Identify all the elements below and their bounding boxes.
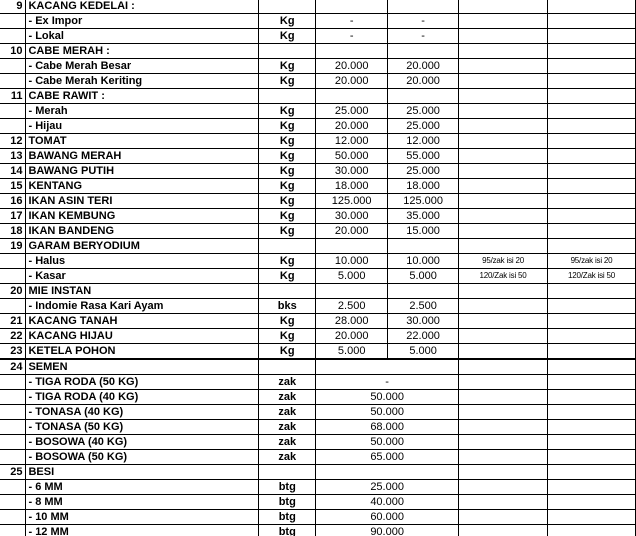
table-row (0, 209, 636, 224)
table-row (0, 525, 636, 536)
unit-cell[interactable]: zak (259, 390, 316, 405)
item-number-cell[interactable] (0, 450, 26, 465)
table-row (0, 435, 636, 450)
item-number-cell[interactable] (0, 59, 26, 74)
price-cell[interactable]: 50.000 (316, 405, 459, 420)
price-cell-1[interactable]: 20.000 (316, 224, 388, 239)
note-cell-1[interactable] (459, 14, 548, 29)
price-cell-2[interactable]: 125.000 (388, 194, 459, 209)
unit-cell[interactable]: Kg (259, 164, 316, 179)
price-cell-1[interactable]: 20.000 (316, 119, 388, 134)
note-cell-2[interactable]: 95/zak isi 20 (548, 254, 636, 269)
price-cell-2[interactable] (388, 284, 459, 299)
price-cell-2[interactable]: 22.000 (388, 329, 459, 344)
table-row (0, 329, 636, 344)
item-name-cell[interactable]: IKAN BANDENG (26, 224, 259, 239)
item-number-cell[interactable]: 23 (0, 344, 26, 360)
price-cell-2[interactable]: 10.000 (388, 254, 459, 269)
price-cell-2[interactable]: 2.500 (388, 299, 459, 314)
note-cell-1[interactable] (459, 390, 548, 405)
unit-cell[interactable] (259, 465, 316, 480)
item-number-cell[interactable] (0, 254, 26, 269)
note-cell-2[interactable] (548, 239, 636, 254)
price-cell-2[interactable]: - (388, 14, 459, 29)
item-number-cell[interactable] (0, 480, 26, 495)
item-name-cell[interactable]: - Ex Impor (26, 14, 259, 29)
table-row (0, 420, 636, 435)
item-name-cell[interactable]: - Indomie Rasa Kari Ayam (26, 299, 259, 314)
price-cell-2[interactable]: - (388, 29, 459, 44)
note-cell-2[interactable] (548, 344, 636, 360)
item-name-cell[interactable]: - TONASA (40 KG) (26, 405, 259, 420)
item-number-cell[interactable]: 21 (0, 314, 26, 329)
price-cell-1[interactable]: 12.000 (316, 134, 388, 149)
table-row (0, 194, 636, 209)
note-cell-1[interactable] (459, 149, 548, 164)
unit-cell[interactable]: Kg (259, 194, 316, 209)
note-cell-1[interactable] (459, 329, 548, 344)
price-cell[interactable]: 40.000 (316, 495, 459, 510)
item-number-cell[interactable]: 10 (0, 44, 26, 59)
unit-cell[interactable]: Kg (259, 104, 316, 119)
price-cell-2[interactable]: 5.000 (388, 344, 459, 360)
table-row (0, 14, 636, 29)
price-cell[interactable] (316, 465, 459, 480)
price-cell[interactable]: 50.000 (316, 435, 459, 450)
price-cell-1[interactable]: 25.000 (316, 104, 388, 119)
item-number-cell[interactable]: 24 (0, 359, 26, 375)
item-number-cell[interactable] (0, 74, 26, 89)
item-name-cell[interactable]: MIE INSTAN (26, 284, 259, 299)
item-number-cell[interactable] (0, 375, 26, 390)
note-cell-2[interactable] (548, 194, 636, 209)
note-cell-1[interactable] (459, 405, 548, 420)
unit-cell[interactable]: Kg (259, 269, 316, 284)
unit-cell[interactable]: Kg (259, 119, 316, 134)
price-cell-1[interactable]: 18.000 (316, 179, 388, 194)
table-row (0, 74, 636, 89)
unit-cell[interactable]: Kg (259, 224, 316, 239)
price-cell-2[interactable]: 35.000 (388, 209, 459, 224)
item-name-cell[interactable]: IKAN ASIN TERI (26, 194, 259, 209)
note-cell-1[interactable] (459, 29, 548, 44)
unit-cell[interactable] (259, 284, 316, 299)
item-name-cell[interactable]: BAWANG PUTIH (26, 164, 259, 179)
item-name-cell[interactable]: - BOSOWA (50 KG) (26, 450, 259, 465)
note-cell-1[interactable] (459, 435, 548, 450)
price-cell-2[interactable]: 25.000 (388, 119, 459, 134)
price-cell[interactable]: 65.000 (316, 450, 459, 465)
item-number-cell[interactable]: 9 (0, 0, 26, 14)
item-name-cell[interactable]: SEMEN (26, 359, 259, 375)
table-row (0, 224, 636, 239)
note-cell-1[interactable] (459, 239, 548, 254)
unit-cell[interactable]: btg (259, 510, 316, 525)
table-row (0, 134, 636, 149)
price-cell-1[interactable]: - (316, 14, 388, 29)
note-cell-1[interactable] (459, 525, 548, 536)
item-name-cell[interactable]: - TONASA (50 KG) (26, 420, 259, 435)
item-number-cell[interactable] (0, 14, 26, 29)
unit-cell[interactable]: zak (259, 435, 316, 450)
item-number-cell[interactable] (0, 495, 26, 510)
note-cell-2[interactable] (548, 465, 636, 480)
note-cell-2[interactable] (548, 0, 636, 14)
table-row (0, 164, 636, 179)
note-cell-2[interactable] (548, 74, 636, 89)
item-name-cell[interactable]: - TIGA RODA (40 KG) (26, 390, 259, 405)
note-cell-2[interactable] (548, 149, 636, 164)
price-cell-1[interactable]: 5.000 (316, 344, 388, 360)
price-cell-1[interactable]: 30.000 (316, 209, 388, 224)
note-cell-1[interactable] (459, 134, 548, 149)
unit-cell[interactable]: Kg (259, 59, 316, 74)
unit-cell[interactable]: zak (259, 405, 316, 420)
unit-cell[interactable]: zak (259, 420, 316, 435)
item-name-cell[interactable]: KACANG KEDELAI : (26, 0, 259, 14)
unit-cell[interactable]: bks (259, 299, 316, 314)
note-cell-2[interactable] (548, 59, 636, 74)
item-number-cell[interactable]: 17 (0, 209, 26, 224)
item-name-cell[interactable]: - Cabe Merah Keriting (26, 74, 259, 89)
note-cell-2[interactable] (548, 495, 636, 510)
item-name-cell[interactable]: TOMAT (26, 134, 259, 149)
item-number-cell[interactable] (0, 435, 26, 450)
table-row (0, 375, 636, 390)
table-row (0, 405, 636, 420)
item-number-cell[interactable] (0, 510, 26, 525)
note-cell-1[interactable] (459, 104, 548, 119)
table-row (0, 149, 636, 164)
note-cell-2[interactable] (548, 375, 636, 390)
price-cell-1[interactable] (316, 44, 388, 59)
note-cell-2[interactable] (548, 390, 636, 405)
item-number-cell[interactable] (0, 119, 26, 134)
item-name-cell[interactable]: - Halus (26, 254, 259, 269)
item-number-cell[interactable]: 25 (0, 465, 26, 480)
price-cell-2[interactable]: 20.000 (388, 74, 459, 89)
note-cell-2[interactable] (548, 224, 636, 239)
table-row (0, 390, 636, 405)
note-cell-2[interactable] (548, 450, 636, 465)
price-cell-2[interactable]: 18.000 (388, 179, 459, 194)
item-number-cell[interactable]: 18 (0, 224, 26, 239)
price-cell-2[interactable] (388, 89, 459, 104)
table-row (0, 254, 636, 269)
item-number-cell[interactable]: 14 (0, 164, 26, 179)
item-number-cell[interactable] (0, 390, 26, 405)
note-cell-2[interactable] (548, 104, 636, 119)
table-row (0, 89, 636, 104)
unit-cell[interactable] (259, 44, 316, 59)
price-cell-2[interactable]: 25.000 (388, 164, 459, 179)
price-cell-1[interactable]: 2.500 (316, 299, 388, 314)
price-cell[interactable]: 50.000 (316, 390, 459, 405)
item-number-cell[interactable]: 15 (0, 179, 26, 194)
item-number-cell[interactable]: 19 (0, 239, 26, 254)
item-name-cell[interactable]: KENTANG (26, 179, 259, 194)
note-cell-1[interactable] (459, 164, 548, 179)
price-cell-1[interactable] (316, 239, 388, 254)
unit-cell[interactable]: Kg (259, 29, 316, 44)
note-cell-2[interactable] (548, 119, 636, 134)
table-row (0, 0, 636, 14)
note-cell-2[interactable] (548, 435, 636, 450)
table-row (0, 450, 636, 465)
note-cell-2[interactable] (548, 525, 636, 536)
item-name-cell[interactable]: - 6 MM (26, 480, 259, 495)
note-cell-1[interactable] (459, 284, 548, 299)
item-name-cell[interactable]: IKAN KEMBUNG (26, 209, 259, 224)
item-number-cell[interactable] (0, 104, 26, 119)
note-cell-1[interactable]: 95/zak isi 20 (459, 254, 548, 269)
price-cell-2[interactable]: 5.000 (388, 269, 459, 284)
price-cell-1[interactable] (316, 0, 388, 14)
item-number-cell[interactable]: 11 (0, 89, 26, 104)
price-cell[interactable]: 90.000 (316, 525, 459, 536)
note-cell-2[interactable] (548, 329, 636, 344)
note-cell-1[interactable] (459, 44, 548, 59)
item-name-cell[interactable]: CABE RAWIT : (26, 89, 259, 104)
note-cell-2[interactable] (548, 284, 636, 299)
price-cell-2[interactable]: 12.000 (388, 134, 459, 149)
price-cell-2[interactable] (388, 44, 459, 59)
note-cell-2[interactable]: 120/Zak isi 50 (548, 269, 636, 284)
unit-cell[interactable]: Kg (259, 254, 316, 269)
table-row (0, 314, 636, 329)
table-row (0, 495, 636, 510)
item-number-cell[interactable]: 12 (0, 134, 26, 149)
item-number-cell[interactable] (0, 269, 26, 284)
note-cell-1[interactable] (459, 480, 548, 495)
price-cell-2[interactable] (388, 239, 459, 254)
note-cell-2[interactable] (548, 89, 636, 104)
note-cell-1[interactable] (459, 209, 548, 224)
item-name-cell[interactable]: GARAM BERYODIUM (26, 239, 259, 254)
item-number-cell[interactable] (0, 420, 26, 435)
note-cell-2[interactable] (548, 299, 636, 314)
item-name-cell[interactable]: KETELA POHON (26, 344, 259, 360)
item-name-cell[interactable]: KACANG TANAH (26, 314, 259, 329)
table-row (0, 29, 636, 44)
unit-cell[interactable]: Kg (259, 314, 316, 329)
note-cell-1[interactable] (459, 359, 548, 375)
price-cell-1[interactable] (316, 284, 388, 299)
unit-cell[interactable]: btg (259, 525, 316, 536)
item-number-cell[interactable]: 22 (0, 329, 26, 344)
table-row (0, 344, 636, 360)
item-name-cell[interactable]: - BOSOWA (40 KG) (26, 435, 259, 450)
price-cell-1[interactable]: 20.000 (316, 59, 388, 74)
table-row (0, 510, 636, 525)
price-cell[interactable]: 25.000 (316, 480, 459, 495)
note-cell-1[interactable] (459, 0, 548, 14)
note-cell-1[interactable] (459, 299, 548, 314)
price-cell-1[interactable]: 20.000 (316, 74, 388, 89)
unit-cell[interactable]: Kg (259, 329, 316, 344)
item-number-cell[interactable] (0, 405, 26, 420)
item-number-cell[interactable] (0, 29, 26, 44)
note-cell-1[interactable] (459, 420, 548, 435)
price-cell-1[interactable]: 50.000 (316, 149, 388, 164)
item-number-cell[interactable] (0, 525, 26, 536)
table-row (0, 44, 636, 59)
note-cell-2[interactable] (548, 405, 636, 420)
unit-cell[interactable]: btg (259, 495, 316, 510)
note-cell-2[interactable] (548, 420, 636, 435)
note-cell-1[interactable] (459, 510, 548, 525)
note-cell-1[interactable] (459, 74, 548, 89)
item-name-cell[interactable]: KACANG HIJAU (26, 329, 259, 344)
item-name-cell[interactable]: - 12 MM (26, 525, 259, 536)
note-cell-2[interactable] (548, 14, 636, 29)
item-number-cell[interactable] (0, 299, 26, 314)
unit-cell[interactable]: Kg (259, 134, 316, 149)
price-cell-1[interactable]: 10.000 (316, 254, 388, 269)
unit-cell[interactable] (259, 239, 316, 254)
note-cell-1[interactable] (459, 314, 548, 329)
table-row (0, 119, 636, 134)
unit-cell[interactable] (259, 0, 316, 14)
note-cell-1[interactable] (459, 224, 548, 239)
table-row (0, 284, 636, 299)
price-cell-2[interactable] (388, 0, 459, 14)
note-cell-1[interactable] (459, 194, 548, 209)
item-name-cell[interactable]: - 8 MM (26, 495, 259, 510)
item-name-cell[interactable]: BAWANG MERAH (26, 149, 259, 164)
item-name-cell[interactable]: - TIGA RODA (50 KG) (26, 375, 259, 390)
item-name-cell[interactable]: - Hijau (26, 119, 259, 134)
item-number-cell[interactable]: 16 (0, 194, 26, 209)
item-number-cell[interactable]: 13 (0, 149, 26, 164)
price-cell[interactable]: 60.000 (316, 510, 459, 525)
note-cell-1[interactable]: 120/Zak isi 50 (459, 269, 548, 284)
unit-cell[interactable] (259, 359, 316, 375)
note-cell-1[interactable] (459, 375, 548, 390)
price-cell[interactable]: 68.000 (316, 420, 459, 435)
price-cell-1[interactable]: - (316, 29, 388, 44)
note-cell-2[interactable] (548, 480, 636, 495)
table-row (0, 179, 636, 194)
unit-cell[interactable]: Kg (259, 149, 316, 164)
note-cell-2[interactable] (548, 134, 636, 149)
note-cell-1[interactable] (459, 344, 548, 360)
price-cell-1[interactable]: 20.000 (316, 329, 388, 344)
unit-cell[interactable] (259, 89, 316, 104)
price-cell-2[interactable]: 55.000 (388, 149, 459, 164)
table-row (0, 359, 636, 375)
note-cell-2[interactable] (548, 314, 636, 329)
item-name-cell[interactable]: - Lokal (26, 29, 259, 44)
note-cell-1[interactable] (459, 495, 548, 510)
item-name-cell[interactable]: - 10 MM (26, 510, 259, 525)
note-cell-2[interactable] (548, 164, 636, 179)
unit-cell[interactable]: Kg (259, 179, 316, 194)
note-cell-2[interactable] (548, 29, 636, 44)
price-cell-1[interactable]: 5.000 (316, 269, 388, 284)
unit-cell[interactable]: zak (259, 450, 316, 465)
unit-cell[interactable]: Kg (259, 74, 316, 89)
note-cell-1[interactable] (459, 450, 548, 465)
price-cell-1[interactable]: 28.000 (316, 314, 388, 329)
price-cell-2[interactable]: 25.000 (388, 104, 459, 119)
unit-cell[interactable]: zak (259, 375, 316, 390)
unit-cell[interactable]: btg (259, 480, 316, 495)
unit-cell[interactable]: Kg (259, 344, 316, 360)
table-row (0, 269, 636, 284)
price-cell-1[interactable] (316, 89, 388, 104)
note-cell-1[interactable] (459, 179, 548, 194)
table-row (0, 465, 636, 480)
note-cell-2[interactable] (548, 209, 636, 224)
price-cell-2[interactable]: 20.000 (388, 59, 459, 74)
table-row (0, 59, 636, 74)
item-number-cell[interactable]: 20 (0, 284, 26, 299)
item-name-cell[interactable]: BESI (26, 465, 259, 480)
note-cell-1[interactable] (459, 119, 548, 134)
price-cell-1[interactable]: 125.000 (316, 194, 388, 209)
note-cell-2[interactable] (548, 510, 636, 525)
note-cell-1[interactable] (459, 59, 548, 74)
table-row (0, 104, 636, 119)
item-name-cell[interactable]: - Merah (26, 104, 259, 119)
item-name-cell[interactable]: - Cabe Merah Besar (26, 59, 259, 74)
price-cell-2[interactable]: 15.000 (388, 224, 459, 239)
note-cell-2[interactable] (548, 44, 636, 59)
price-cell[interactable] (316, 359, 459, 375)
note-cell-1[interactable] (459, 465, 548, 480)
table-row (0, 239, 636, 254)
item-name-cell[interactable]: - Kasar (26, 269, 259, 284)
price-cell[interactable]: - (316, 375, 459, 390)
note-cell-2[interactable] (548, 179, 636, 194)
item-name-cell[interactable]: CABE MERAH : (26, 44, 259, 59)
price-cell-1[interactable]: 30.000 (316, 164, 388, 179)
note-cell-1[interactable] (459, 89, 548, 104)
price-cell-2[interactable]: 30.000 (388, 314, 459, 329)
table-row (0, 299, 636, 314)
note-cell-2[interactable] (548, 359, 636, 375)
table-row (0, 480, 636, 495)
unit-cell[interactable]: Kg (259, 14, 316, 29)
unit-cell[interactable]: Kg (259, 209, 316, 224)
